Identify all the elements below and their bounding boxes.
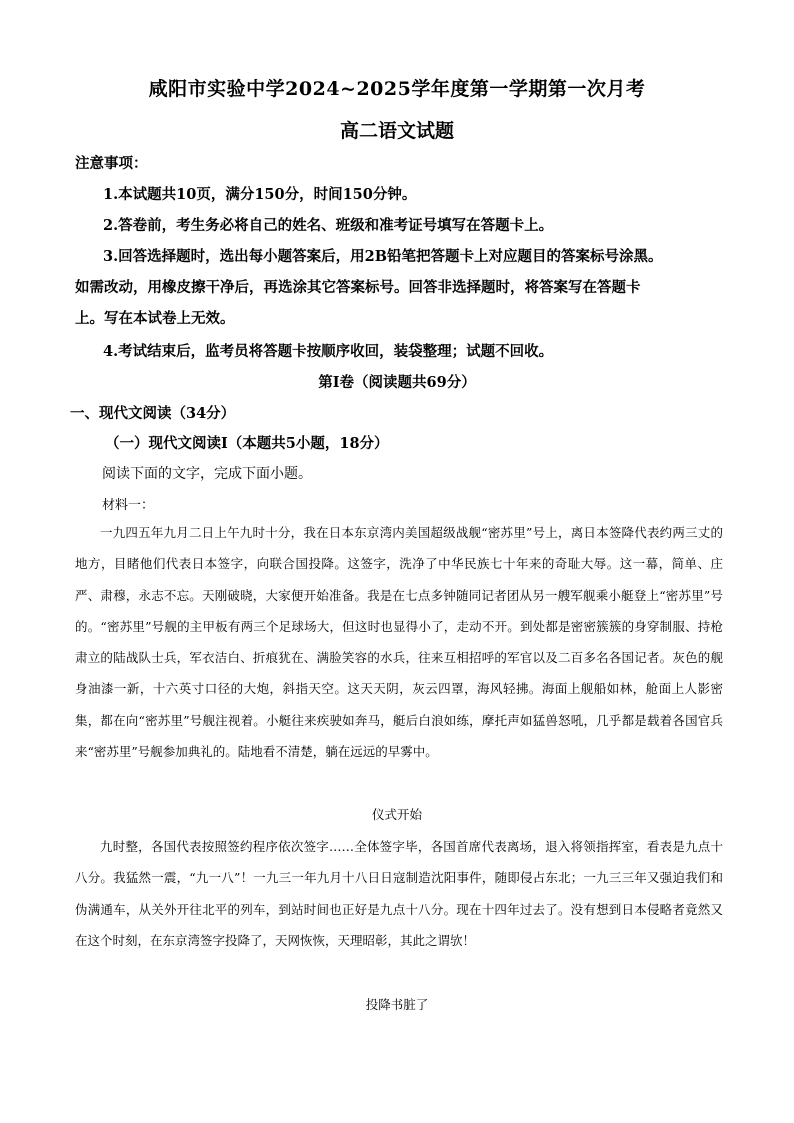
notice-item-3-line-2: 如需改动，用橡皮擦干净后，再选涂其它答案标号。回答非选择题时，将答案写在答题卡 bbox=[75, 279, 641, 296]
volume-heading: 第Ⅰ卷（阅读题共69分） bbox=[318, 374, 476, 391]
passage-paragraph-2: 九时整，各国代表按照签约程序依次签字……全体签字毕，各国首席代表离场，退入将领指挥室，看表是九点十八分。我猛然一震，“九一八”！一九三一年九月十八日日寇制造沈阳事件，随即侵占东北；一九三三年又强迫我们和伪满通车，从关外开往北平的列车，到站时间也正好是九点十八分。现在十四年过去了。没有想到日本侵略者竟然又在这个时刻，在东京湾签字投降了，天网恢恢，天理昭彰，其此之谓欤！ bbox=[75, 839, 723, 948]
notice-item-3-line-3: 上。写在本试卷上无效。 bbox=[75, 310, 235, 327]
passage-subheading-surrender: 投降书脏了 bbox=[365, 997, 429, 1012]
passage-paragraph-1: 一九四五年九月二日上午九时十分，我在日本东京湾内美国超级战舰“密苏里”号上，离日本签降代表约两三丈的地方，目睹他们代表日本签字，向联合国投降。这签字，洗净了中华民族七十年来的奇耻大辱。这一幕，简单、庄严、肃穆，永志不忘。天刚破晓，大家便开始准备。我是在七点多钟随同记者团从另一艘军舰乘小艇登上“密苏里”号的。“密苏里”号舰的主甲板有两三个足球场大，但这时也显得小了，走动不开。到处都是密密簇簇的身穿制服、持枪肃立的陆战队士兵，军衣洁白、折痕犹在、满脸笑容的水兵，往来互相招呼的军官以及二百多名各国记者。灰色的舰身油漆一新，十六英寸口径的大炮，斜指天空。这天天阴，灰云四罩，海风轻拂。海面上舰船如林，舱面上人影密集，都在向“密苏里”号舰注视着。小艇往来疾驶如奔马，艇后白浪如练，摩托声如猛兽怒吼，几乎都是载着各国官兵来“密苏里”号舰参加典礼的。陆地看不清楚，躺在远远的早雾中。 bbox=[75, 525, 723, 760]
section-heading: 一、现代文阅读（34分） bbox=[70, 405, 236, 422]
notice-heading: 注意事项： bbox=[75, 155, 148, 172]
notice-item-3-line-1: 3.回答选择题时，选出每小题答案后，用2B铅笔把答题卡上对应题目的答案标号涂黑。 bbox=[103, 248, 663, 265]
passage-subheading-ceremony: 仪式开始 bbox=[371, 807, 422, 822]
material-label: 材料一： bbox=[102, 497, 155, 512]
subsection-heading: （一）现代文阅读Ⅰ（本题共5小题，18分） bbox=[105, 435, 389, 452]
exam-subtitle: 高二语文试题 bbox=[339, 120, 454, 142]
exam-title: 咸阳市实验中学2024~2025学年度第一学期第一次月考 bbox=[148, 78, 646, 100]
notice-item-2: 2.答卷前，考生务必将自己的姓名、班级和准考证号填写在答题卡上。 bbox=[103, 217, 554, 234]
notice-item-1: 1.本试题共10页，满分150分，时间150分钟。 bbox=[103, 186, 417, 203]
reading-instruction: 阅读下面的文字，完成下面小题。 bbox=[102, 465, 312, 481]
notice-item-4: 4.考试结束后，监考员将答题卡按顺序收回，装袋整理；试题不回收。 bbox=[103, 343, 554, 360]
